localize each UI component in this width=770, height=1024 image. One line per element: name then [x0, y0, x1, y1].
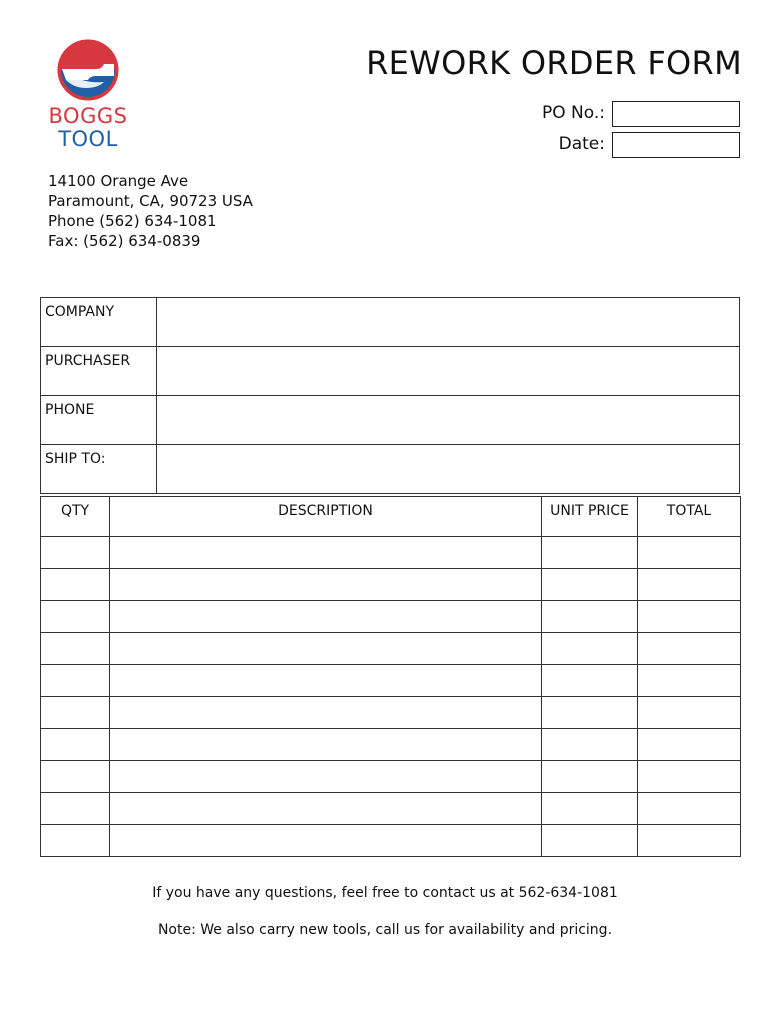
table-row [41, 665, 741, 697]
description-cell[interactable] [110, 601, 542, 633]
total-cell[interactable] [638, 665, 741, 697]
address-fax: Fax: (562) 634-0839 [48, 232, 201, 250]
qty-cell[interactable] [41, 569, 110, 601]
description-cell[interactable] [110, 793, 542, 825]
po-number-input[interactable] [612, 101, 740, 127]
description-cell[interactable] [110, 761, 542, 793]
column-header-unit-price: UNIT PRICE [542, 497, 638, 537]
column-header-description: DESCRIPTION [110, 497, 542, 537]
unit-price-cell[interactable] [542, 537, 638, 569]
footer-contact: If you have any questions, feel free to contact us at 562-634-1081 [152, 885, 618, 901]
company-label: COMPANY [41, 298, 157, 347]
items-table [40, 496, 741, 857]
address-phone: Phone (562) 634-1081 [48, 212, 217, 230]
total-cell[interactable] [638, 601, 741, 633]
footer-note: Note: We also carry new tools, call us for availability and pricing. [157, 922, 613, 938]
info-row-ship-to [41, 445, 740, 494]
unit-price-cell[interactable] [542, 697, 638, 729]
date-label: Date: [558, 134, 605, 154]
total-cell[interactable] [638, 537, 741, 569]
unit-price-cell[interactable] [542, 825, 638, 857]
table-row [41, 537, 741, 569]
info-row-phone [41, 396, 740, 445]
table-row [41, 761, 741, 793]
total-cell[interactable] [638, 729, 741, 761]
logo-text-tool: TOOL [58, 127, 118, 151]
logo-text-boggs: BOGGS [48, 104, 128, 128]
table-row [41, 633, 741, 665]
address-street: 14100 Orange Ave [48, 172, 189, 190]
company-input[interactable] [157, 298, 740, 347]
unit-price-cell[interactable] [542, 633, 638, 665]
unit-price-cell[interactable] [542, 569, 638, 601]
company-logo [42, 38, 134, 158]
qty-cell[interactable] [41, 761, 110, 793]
qty-cell[interactable] [41, 729, 110, 761]
unit-price-cell[interactable] [542, 761, 638, 793]
table-row [41, 601, 741, 633]
unit-price-cell[interactable] [542, 601, 638, 633]
unit-price-cell[interactable] [542, 729, 638, 761]
qty-cell[interactable] [41, 537, 110, 569]
date-input[interactable] [612, 132, 740, 158]
description-cell[interactable] [110, 825, 542, 857]
qty-cell[interactable] [41, 633, 110, 665]
qty-cell[interactable] [41, 825, 110, 857]
ship-to-label: SHIP TO: [41, 445, 157, 494]
description-cell[interactable] [110, 569, 542, 601]
unit-price-cell[interactable] [542, 793, 638, 825]
boggs-tool-logo-icon [52, 38, 124, 102]
description-cell[interactable] [110, 537, 542, 569]
total-cell[interactable] [638, 569, 741, 601]
purchaser-label: PURCHASER [41, 347, 157, 396]
table-row [41, 697, 741, 729]
info-row-purchaser [41, 347, 740, 396]
total-cell[interactable] [638, 697, 741, 729]
table-row [41, 793, 741, 825]
total-cell[interactable] [638, 633, 741, 665]
description-cell[interactable] [110, 633, 542, 665]
phone-input[interactable] [157, 396, 740, 445]
qty-cell[interactable] [41, 697, 110, 729]
table-row [41, 569, 741, 601]
description-cell[interactable] [110, 729, 542, 761]
qty-cell[interactable] [41, 665, 110, 697]
phone-label: PHONE [41, 396, 157, 445]
customer-info-table [40, 297, 740, 494]
address-city: Paramount, CA, 90723 USA [48, 192, 253, 210]
qty-cell[interactable] [41, 601, 110, 633]
items-header-row [41, 497, 741, 537]
purchaser-input[interactable] [157, 347, 740, 396]
table-row [41, 825, 741, 857]
description-cell[interactable] [110, 665, 542, 697]
info-row-company [41, 298, 740, 347]
table-row [41, 729, 741, 761]
total-cell[interactable] [638, 793, 741, 825]
unit-price-cell[interactable] [542, 665, 638, 697]
column-header-total: TOTAL [638, 497, 741, 537]
column-header-qty: QTY [41, 497, 110, 537]
form-title: REWORK ORDER FORM [366, 44, 742, 82]
total-cell[interactable] [638, 761, 741, 793]
po-number-label: PO No.: [542, 103, 605, 123]
description-cell[interactable] [110, 697, 542, 729]
total-cell[interactable] [638, 825, 741, 857]
items-table-body [41, 537, 741, 857]
company-address [48, 171, 253, 251]
ship-to-input[interactable] [157, 445, 740, 494]
qty-cell[interactable] [41, 793, 110, 825]
